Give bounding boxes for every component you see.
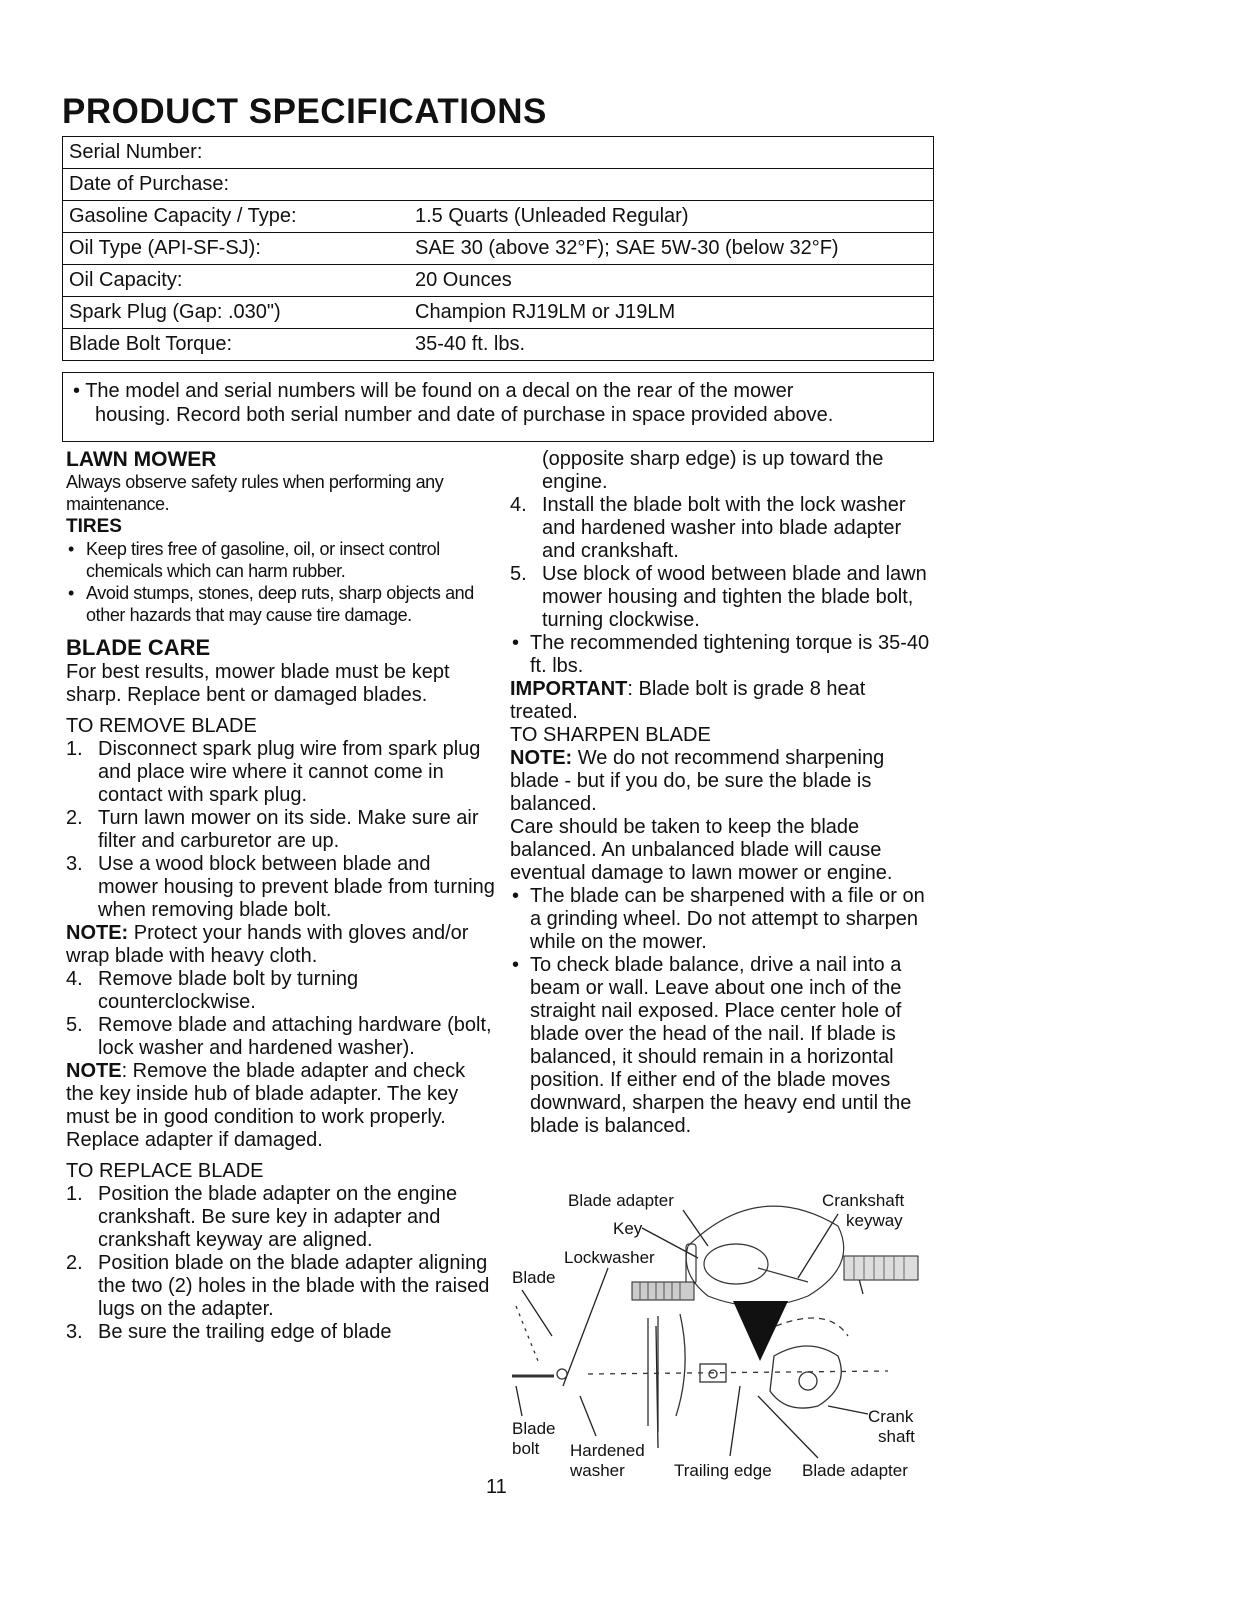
sharpen-note: NOTE: We do not recommend sharpening blade - but if you do, be sure the blade is balanced.: [510, 747, 885, 815]
sharpen-list: [510, 885, 935, 1138]
spec-label: Spark Plug (Gap: .030"): [63, 297, 410, 329]
list-item: 4. Install the blade bolt with the lock washer and hardened washer into blade adapter and crankshaft.: [510, 494, 906, 562]
spec-label: Oil Type (API-SF-SJ):: [63, 233, 410, 265]
label-crankshaft: Crankshaft: [822, 1191, 905, 1210]
list-item: 1. Position the blade adapter on the engine crankshaft. Be sure key in adapter and crankshaft keyway are aligned.: [66, 1183, 458, 1251]
page-title: PRODUCT SPECIFICATIONS: [62, 92, 547, 131]
label-hardened: Hardened: [570, 1441, 645, 1460]
remove-blade-heading: TO REMOVE BLADE: [66, 715, 257, 737]
table-row: [63, 297, 934, 329]
sharpen-blade-heading: TO SHARPEN BLADE: [510, 724, 711, 746]
label-blade-top: Blade: [512, 1268, 556, 1287]
balance-care-text: Care should be taken to keep the blade balanced. An unbalanced blade will cause eventual damage to lawn mower or engine.: [510, 816, 893, 884]
important-note: IMPORTANT: Blade bolt is grade 8 heat treated.: [510, 678, 866, 723]
spec-value[interactable]: 1.5 Quarts (Unleaded Regular): [409, 201, 934, 233]
label-lockwasher: Lockwasher: [564, 1248, 655, 1267]
label-shaft: shaft: [878, 1427, 915, 1446]
label-blade-bottom: Blade: [512, 1419, 556, 1438]
list-item: 4. Remove blade bolt by turning counterclockwise.: [66, 968, 359, 1013]
label-keyway: keyway: [846, 1211, 903, 1230]
list-item: 2. Position blade on the blade adapter aligning the two (2) holes in the blade with the raised lugs on the adapter.: [66, 1252, 490, 1320]
list-item: 3. Be sure the trailing edge of blade: [66, 1321, 392, 1343]
replace-step-3-continued: (opposite sharp edge) is up toward the engine.: [542, 448, 884, 493]
remove-steps-continued: [66, 968, 496, 1060]
adapter-note: NOTE: Remove the blade adapter and check the key inside hub of blade adapter. The key must be in good condition to work properly. Replace adapter if damaged.: [66, 1060, 466, 1151]
list-item: 3. Use a wood block between blade and mower housing to prevent blade from turning when removing blade bolt.: [66, 853, 495, 921]
page-number: 11: [486, 1476, 507, 1498]
list-item: • The blade can be sharpened with a file or on a grinding wheel. Do not attempt to sharpen while on the mower.: [512, 885, 925, 953]
list-item: 1. Disconnect spark plug wire from spark plug and place wire where it cannot come in contact with spark plug.: [66, 738, 481, 806]
serial-number-note: [62, 372, 934, 442]
lawn-mower-intro: Always observe safety rules when performing any maintenance.: [66, 472, 444, 514]
list-item: • Keep tires free of gasoline, oil, or insect control chemicals which can harm rubber.: [68, 539, 440, 581]
label-blade-adapter-top: Blade adapter: [568, 1191, 674, 1210]
spec-value[interactable]: Champion RJ19LM or J19LM: [409, 297, 934, 329]
table-row: [63, 201, 934, 233]
replace-steps-continued: [510, 494, 935, 632]
spec-value[interactable]: [409, 137, 934, 169]
spec-value[interactable]: 35-40 ft. lbs.: [409, 329, 934, 361]
replace-steps: [66, 1183, 496, 1344]
list-item: • To check blade balance, drive a nail into a beam or wall. Leave about one inch of the straight nail exposed. Place center hole of blade over the head of the nail. If blade is balanced, it should remain in a horizontal position. If either end of the blade moves downward, sharpen the heavy end until the blade is balanced.: [512, 954, 912, 1137]
note-line-2: housing. Record both serial number and date of purchase in space provided above.: [95, 404, 834, 426]
blade-care-heading: BLADE CARE: [66, 635, 211, 660]
tires-list: [66, 538, 496, 626]
label-trailing-edge: Trailing edge: [674, 1461, 772, 1480]
list-item: 5. Use block of wood between blade and lawn mower housing and tighten the blade bolt, turning clockwise.: [510, 563, 927, 631]
torque-list: [510, 632, 935, 678]
table-row: [63, 329, 934, 361]
label-crank: Crank: [868, 1407, 914, 1426]
gloves-note: NOTE: Protect your hands with gloves and/or wrap blade with heavy cloth.: [66, 922, 469, 967]
replace-blade-heading: TO REPLACE BLADE: [66, 1160, 264, 1182]
list-item: 2. Turn lawn mower on its side. Make sure air filter and carburetor are up.: [66, 807, 479, 852]
blade-care-intro: For best results, mower blade must be kept sharp. Replace bent or damaged blades.: [66, 661, 450, 706]
table-row: [63, 265, 934, 297]
spec-label: Gasoline Capacity / Type:: [63, 201, 410, 233]
list-item: • Avoid stumps, stones, deep ruts, sharp objects and other hazards that may cause tire damage.: [68, 583, 474, 625]
specifications-table: [62, 136, 934, 361]
left-column: [66, 448, 496, 1344]
spec-value[interactable]: SAE 30 (above 32°F); SAE 5W-30 (below 32°F): [409, 233, 934, 265]
list-item: • The recommended tightening torque is 35-40 ft. lbs.: [512, 632, 930, 677]
spec-label: Blade Bolt Torque:: [63, 329, 410, 361]
blade-assembly-diagram: [508, 1186, 934, 1486]
table-row: [63, 137, 934, 169]
spec-value[interactable]: 20 Ounces: [409, 265, 934, 297]
note-line-1: • The model and serial numbers will be found on a decal on the rear of the mower: [73, 380, 794, 402]
label-key: Key: [613, 1219, 643, 1238]
list-item: 5. Remove blade and attaching hardware (bolt, lock washer and hardened washer).: [66, 1014, 492, 1059]
table-row: [63, 169, 934, 201]
spec-label: Serial Number:: [63, 137, 410, 169]
right-column: [510, 448, 935, 1138]
label-bolt: bolt: [512, 1439, 540, 1458]
label-washer: washer: [570, 1461, 625, 1480]
label-blade-adapter-bottom: Blade adapter: [802, 1461, 908, 1480]
spec-value[interactable]: [409, 169, 934, 201]
spec-label: Oil Capacity:: [63, 265, 410, 297]
lawn-mower-heading: LAWN MOWER: [66, 448, 217, 471]
spec-label: Date of Purchase:: [63, 169, 410, 201]
table-row: [63, 233, 934, 265]
tires-heading: TIRES: [66, 516, 122, 537]
remove-steps: [66, 738, 496, 922]
